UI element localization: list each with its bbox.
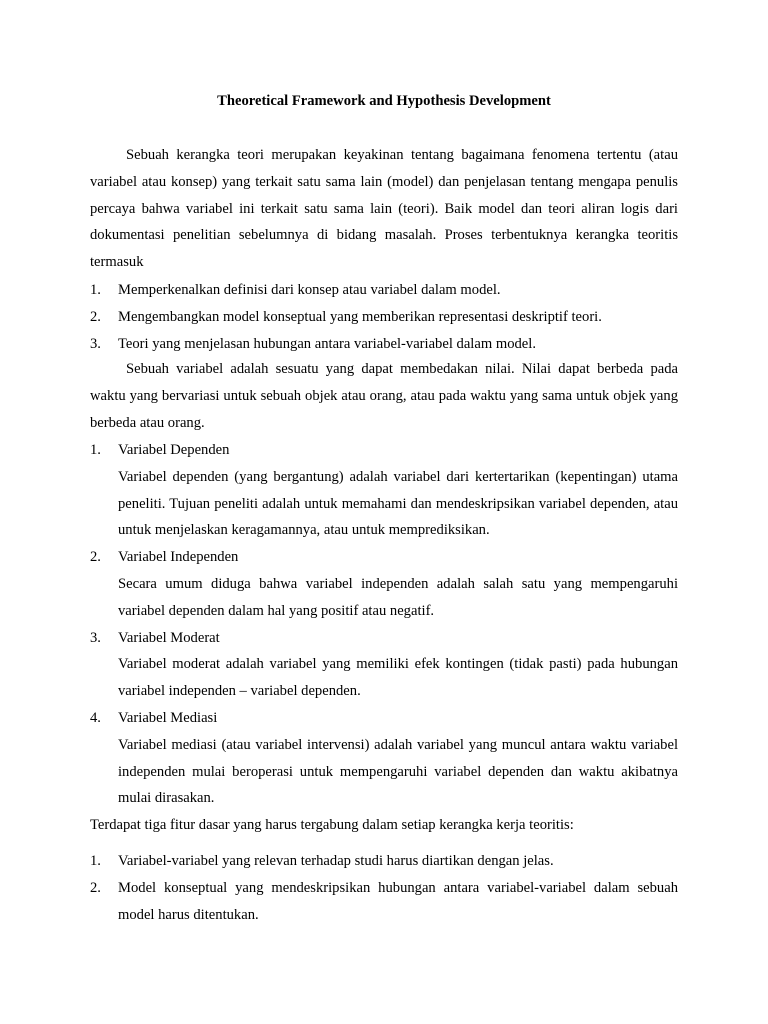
document-title: Theoretical Framework and Hypothesis Development — [217, 93, 551, 109]
features-intro: Terdapat tiga fitur dasar yang harus tergabung dalam setiap kerangka kerja teoritis: — [90, 817, 574, 833]
list-text: Teori yang menjelasan hubungan antara variabel-variabel dalam model. — [118, 335, 536, 352]
variable-name: Variabel Independen — [118, 549, 239, 566]
list-item — [90, 437, 678, 544]
list-text: Model konseptual yang mendeskripsikan hubungan antara variabel-variabel dalam sebuah model harus ditentukan. — [118, 879, 678, 923]
list-text: Variabel-variabel yang relevan terhadap studi harus diartikan dengan jelas. — [118, 853, 554, 869]
list-item — [90, 544, 678, 624]
list-text: Memperkenalkan definisi dari konsep atau variabel dalam model. — [118, 282, 501, 298]
intro-paragraph: Sebuah kerangka teori merupakan keyakinan tentang bagaimana fenomena tertentu (atau variabel atau konsep) yang terkait satu sama lain (model) dan penjelasan tentang mengapa penulis percaya bahwa variabel ini terkait satu sama lain (teori). Baik model dan teori aliran logis dari dokumentasi penelitian sebelumnya di bidang masalah. Proses terbentuknya kerangka teoritis termasuk — [90, 147, 678, 271]
list-item — [90, 304, 678, 331]
list-item — [90, 875, 678, 929]
list-item — [90, 848, 678, 875]
features-list — [90, 848, 678, 928]
variable-name: Variabel Mediasi — [118, 709, 218, 726]
list-text: Mengembangkan model konseptual yang memberikan representasi deskriptif teori. — [118, 308, 602, 325]
list-number: 2. — [90, 549, 101, 566]
variable-name: Variabel Moderat — [118, 629, 220, 646]
variable-description: Variabel mediasi (atau variabel intervensi) adalah variabel yang muncul antara waktu variabel independen mulai beroperasi untuk mempengaruhi variabel dependen dan waktu akibatnya mulai dirasakan. — [118, 736, 678, 807]
list-item — [90, 705, 678, 812]
list-number: 1. — [90, 282, 101, 298]
process-steps-list — [90, 277, 678, 357]
list-number: 4. — [90, 709, 101, 726]
variable-name: Variabel Dependen — [118, 442, 230, 458]
variable-description: Variabel dependen (yang bergantung) adalah variabel dari kertertarikan (kepentingan) utama peneliti. Tujuan peneliti adalah untuk memahami dan mendeskripsikan variabel dependen, atau untuk menjelaskan keragamannya, atau untuk memprediksikan. — [118, 468, 678, 539]
list-number: 2. — [90, 879, 101, 896]
list-item — [90, 625, 678, 705]
list-item — [90, 331, 678, 358]
variable-description: Secara umum diduga bahwa variabel independen adalah salah satu yang mempengaruhi variabel dependen dalam hal yang positif atau negatif. — [118, 575, 678, 619]
list-number: 3. — [90, 335, 101, 352]
list-number: 1. — [90, 442, 101, 458]
variable-types-list — [90, 437, 678, 812]
list-number: 3. — [90, 629, 101, 646]
list-item — [90, 277, 678, 304]
list-number: 2. — [90, 308, 101, 325]
variable-description: Variabel moderat adalah variabel yang memiliki efek kontingen (tidak pasti) pada hubungan variabel independen – variabel dependen. — [118, 656, 678, 700]
list-number: 1. — [90, 853, 101, 869]
variable-paragraph: Sebuah variabel adalah sesuatu yang dapat membedakan nilai. Nilai dapat berbeda pada waktu yang bervariasi untuk sebuah objek atau orang, atau pada waktu yang sama untuk objek yang berbeda atau orang. — [90, 361, 678, 431]
